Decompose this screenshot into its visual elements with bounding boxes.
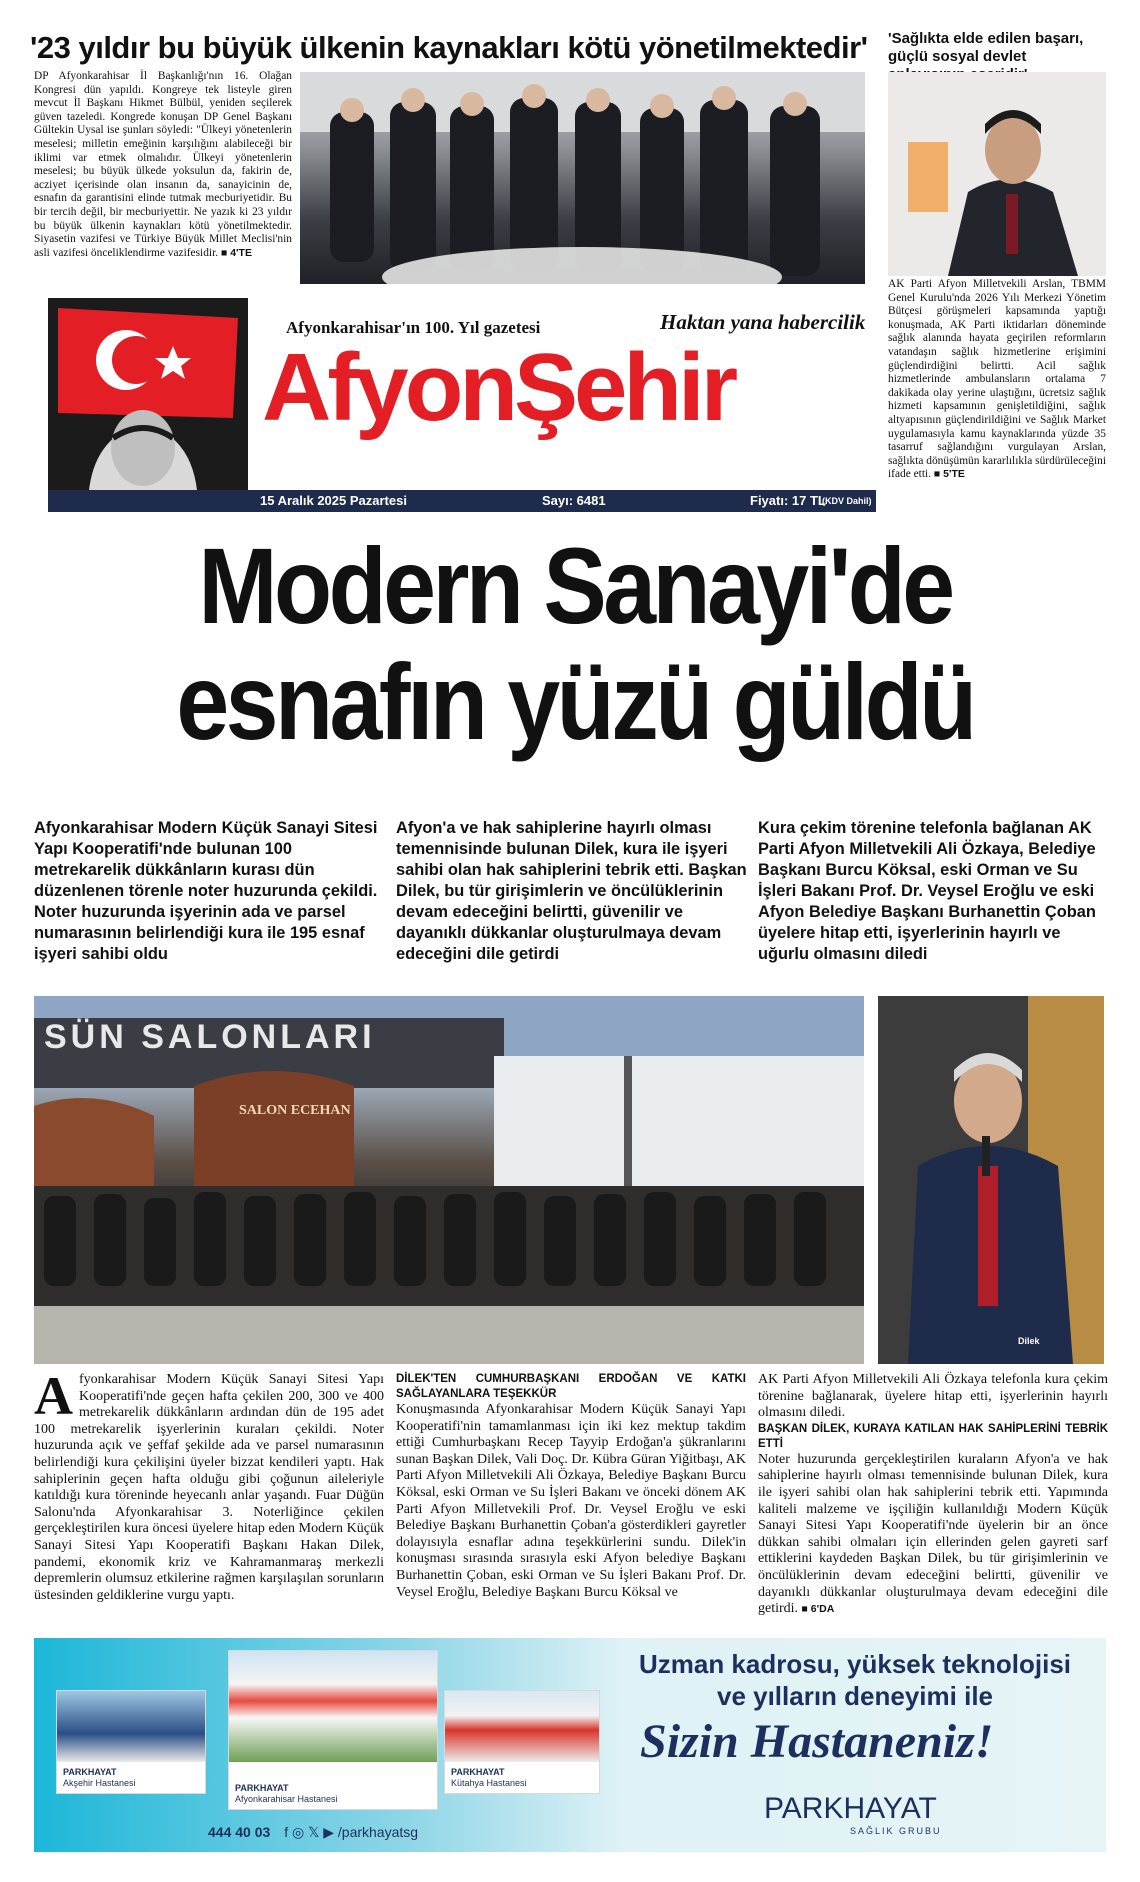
- parkhayat-logo[interactable]: PARKHAYAT: [764, 1792, 937, 1825]
- body-col1: A fyonkarahisar Modern Küçük Sanayi Sitesi Yapı Kooperatifi'nde geçen hafta çekilen 200, 300 ve 400 metrekarelik dükkânların ardından dün de 195 adet 100 metrekarelik işyerlerinin kuraları çekildi. Noter huzurunda açık ve şeffaf şekilde ada ve parsel numarasının belirlendiği kura çekilişini üyeler bizzat kendileri yaptı. Hak sahiplerinin geçen hafta olduğu gibi çoğunun aileleriyle katıldığı kura töreninde heyecanlı anlar yaşandı. Fuar Düğün Salonu'nda Afyonkarahisar 3. Noterliğince çekilen gerçekleştirilen kura öncesi üyelere hitap eden Modern Küçük Sanayi Sitesi Yapı Kooperatifi Başkanı Hakan Dilek, pandemi, ekonomik kriz ve Kahramanmaraş merkezli depremlerin olumsuz etkilerine rağmen karşılaşılan sorunların üstesinden geldiklerine vurgu yaptı.: [34, 1366, 384, 1603]
- hospital-name: Afyonkarahisar Hastanesi: [235, 1794, 338, 1804]
- photo-caption: Dilek: [1018, 1336, 1040, 1346]
- top-story-ref[interactable]: ■ 4'TE: [220, 246, 252, 259]
- hospital-name: Akşehir Hastanesi: [63, 1778, 136, 1788]
- speaker-photo-art: [878, 996, 1104, 1364]
- issue-price: Fiyatı: 17 TL: [750, 493, 826, 508]
- main-headline: [104, 525, 1046, 762]
- kutahya-building-image: [445, 1691, 599, 1762]
- newspaper-logo[interactable]: AfyonŞehir: [262, 334, 735, 441]
- masthead-slogan: Haktan yana habercilik: [660, 310, 866, 334]
- hospital-card-afyonkarahisar[interactable]: [228, 1650, 438, 1810]
- issue-number: Sayı: 6481: [542, 493, 606, 508]
- right-story-headline: 'Sağlıkta elde edilen başarı, güçlü sosyal devlet: [888, 30, 1084, 65]
- congress-photo: [300, 72, 865, 284]
- ad-headline: Uzman kadrosu, yüksek teknolojisi ve yılların deneyimi ile: [638, 1649, 1072, 1711]
- masthead-info-bar: [48, 490, 876, 512]
- mp-photo-art: [888, 72, 1106, 276]
- ceremony-group-photo: [34, 996, 864, 1364]
- top-story-headline: '23 yıldır bu büyük ülkenin kaynakları kötü yönetilmektedir': [30, 30, 868, 65]
- photo-sign-text: SÜN SALONLARI: [44, 1018, 376, 1056]
- hospital-card-aksehir[interactable]: [56, 1690, 206, 1794]
- issue-date: 15 Aralık 2025 Pazartesi: [260, 493, 407, 508]
- mp-photo: [888, 72, 1106, 276]
- flag-emblem-art: [48, 298, 248, 508]
- col3-subheading: BAŞKAN DİLEK, KURAYA KATILAN HAK SAHİPLERİNİ TEBRİK ETTİ: [758, 1422, 1108, 1450]
- main-headline-line2: esnafın yüzü güldü: [176, 641, 974, 762]
- col2-subheading: DİLEK'TEN CUMHURBAŞKANI ERDOĞAN VE KATKI SAĞLAYANLARA TEŞEKKÜR: [396, 1373, 746, 1400]
- hospital-brand: PARKHAYAT: [63, 1767, 117, 1777]
- afyonkarahisar-building-image: [229, 1651, 437, 1762]
- ad-contact[interactable]: [208, 1824, 418, 1841]
- aksehir-building-image: [57, 1691, 205, 1762]
- masthead-tagline: Afyonkarahisar'ın 100. Yıl gazetesi: [286, 318, 541, 337]
- hospital-brand: PARKHAYAT: [235, 1783, 289, 1793]
- ad-social-handle[interactable]: f ◎ 𝕏 ▶ /parkhayatsg: [284, 1824, 419, 1840]
- deck-col3: Kura çekim törenine telefonla bağlanan AK Parti Afyon Milletvekili Ali Özkaya, Belediye Başkanı Burcu Köksal, eski Orman ve Su İşleri Bakanı Prof. Dr. Veysel Eroğlu ve eski Afyon Belediye Başkanı Burhanettin Çoban üyelere hitap etti, işyerlerinin hayırlı ve uğurlu olmasını diledi: [758, 819, 1096, 963]
- top-story-body: DP Afyonkarahisar İl Başkanlığı'nın 16. Olağan Kongresi dün yapıldı. Kongreye tek listeyle giren mevcut İl Başkanı Hikmet Bülbül, yeniden seçilerek güven tazeledi. Kongrede konuşan DP Genel Başkanı Gültekin Uysal ise şunları söyledi: "Ülkeyi yönetenlerin meselesi; milletin emeğinin karşılığını alabileceği bir iklimi var etmek olmalıdır. Ülkeyi yönetenlerin meselesi; bu büyük ülkede yoksulun da, fakirin de, acziyet içerisinde olan insanın da, sanayicinin de, esnafın da garantisini elinde tutmak mecburiyetidir. Bu bir tercih değil, bir mecburiyettir. Ne yazık ki 23 yıldır bu büyük ülkenin kaynakları kötü yönetilmektedir. Siyasetin vazifesi ve Türkiye Büyük Millet Meclisi'nin asli vazifesi önceliklendirme vazifesidir. ■ 4'TE: [34, 70, 292, 259]
- dropcap: A: [34, 1366, 73, 1426]
- main-headline-line1: Modern Sanayi'de: [198, 525, 952, 646]
- price-note: (KDV Dahil): [822, 496, 872, 506]
- right-story-ref[interactable]: ■ 5'TE: [933, 468, 965, 481]
- deck-col2: Afyon'a ve hak sahiplerine hayırlı olması temennisinde bulunan Dilek, kura ile işyeri sahibi olan hak sahiplerini tebrik etti. Başkan Dilek, bu tür girişimlerin ve öncülüklerinin devam edeceğini belirtti, güvenilir ve dayanıklı dükkanlar oluşturulmaya devam edeceğini dile getirdi: [396, 819, 747, 963]
- group-photo-art: [34, 996, 864, 1364]
- ataturk-flag-emblem: [48, 298, 248, 508]
- hospital-card-kutahya[interactable]: [444, 1690, 600, 1794]
- deck-col1: Afyonkarahisar Modern Küçük Sanayi Sitesi Yapı Kooperatifi'nde bulunan 100 metrekarelik dükkânların kurası dün düzenlenen törenle noter huzurunda çekildi. Noter huzurunda işyerinin ada ve parsel numarasının belirlendiği kura ile 195 esnaf işyeri sahibi oldu: [34, 819, 378, 963]
- body-col2: DİLEK'TEN CUMHURBAŞKANI ERDOĞAN VE KATKI SAĞLAYANLARA TEŞEKKÜR Konuşmasında Afyonkarahisar Modern Küçük Sanayi Yapı Kooperatifi'nin tamamlanması için iki kez mektup takdim ettiği Cumhurbaşkanı Recep Tayyip Erdoğan'a şükranlarını sunan Başkan Dilek, Vali Doç. Dr. Kübra Güran Yiğitbaşı, AK Parti Afyon Milletvekili Ali Özkaya, Belediye Başkanı Burcu Köksal, eski Orman ve Su İşleri Bakanı ve önceki dönem AK Parti Afyon Milletvekili Prof. Dr. Veysel Eroğlu ve eski Belediye Başkanı Burhanettin Çoban'a gösterdikleri gayretler dolayısıyla esnaflar adına teşekkürlerini sundu. Dilek'in konuşması sırasında sırasıyla eski Afyon belediye Başkanı Burhanettin Çoban, eski Orman ve Su İşleri Bakanı Prof. Dr. Veysel Eroğlu, Belediye Başkanı Burcu Köksal ve: [396, 1373, 746, 1600]
- ad-phone-number[interactable]: 444 40 03: [208, 1824, 271, 1840]
- right-story-body: AK Parti Afyon Milletvekili Arslan, TBMM Genel Kurulu'nda 2026 Yılı Merkezi Yönetim Bütçesi görüşmeleri kapsamında yaptığı konuşmada, AK Parti iktidarları döneminde sağlık alanında hayata geçirilen reformların vatandaşın sağlık hizmetlerine erişimini güçlendirdiğini belirtti. Acil sağlık hizmetlerinde ambulansların ortalama 7 dakikada olay yerine ulaştığını, ücretsiz sağlık hizmeti kapsamının genişletildiğini, sağlık altyapısının güçlendirildiğini ve Sağlık Market uygulamasıyla kamu kaynaklarında yüzde 35 tasarruf sağlandığını vurgulayan Arslan, sağlıkta dönüşümün kararlılıkla sürdürüleceğini ifade etti. ■ 5'TE: [888, 278, 1106, 481]
- body-col3: AK Parti Afyon Milletvekili Ali Özkaya telefonla kura çekim törenine bağlanarak, üyelere hitap etti, işyerlerinin hayırlı olmasını diledi. BAŞKAN DİLEK, KURAYA KATILAN HAK SAHİPLERİNİ TEBRİK ETTİ Noter huzurunda gerçekleştirilen kuraların Afyon'a ve hak sahiplerine hayırlı olması temennisinde bulunan Dilek, kura ile işyeri sahibi olan hak sahiplerini tebrik etti. Yapımında kaliteli malzeme ve işçiliğin kullanıldığı Modern Küçük Sanayi Sitesi Yapı Kooperatifi'nde üyelerin bir an önce dükkan sahibi olmaları için ellerinden gelen gayreti sarf ettiklerini kaydeden Başkan Dilek, bu tür girişimlerinin ve öncülüklerinin devam edeceğini belirtti, güvenilir ve dayanıklı dükkanlar oluşturulmaya devam edeceğini dile getirdi. ■ 6'DA: [758, 1372, 1108, 1617]
- ad-script-slogan: Sizin Hastaneniz!: [640, 1715, 994, 1768]
- speaker-dilek-photo: [878, 996, 1104, 1364]
- parkhayat-logo-sub: SAĞLIK GRUBU: [850, 1826, 942, 1836]
- hospital-brand: PARKHAYAT: [451, 1767, 505, 1777]
- photo-sign2-text: SALON ECEHAN: [239, 1103, 351, 1118]
- col3-ref[interactable]: ■ 6'DA: [801, 1603, 835, 1616]
- congress-photo-art: [300, 72, 865, 284]
- hospital-name: Kütahya Hastanesi: [451, 1778, 527, 1788]
